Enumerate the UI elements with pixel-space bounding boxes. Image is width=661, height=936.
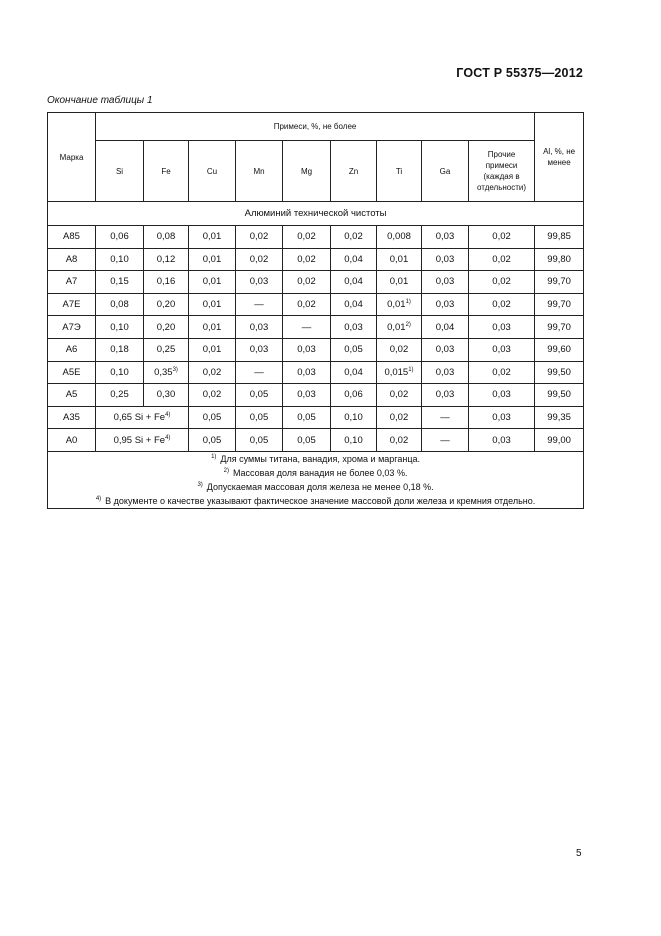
table-row [48,316,584,339]
cell-cu: 0,05 [189,406,236,429]
cell-ga: 0,03 [422,248,469,271]
value: 0,015 [384,366,409,378]
cell-ti: 0,01 [377,271,422,294]
cell-grade: А5 [48,384,96,407]
cell-other: 0,02 [469,248,535,271]
header-ga: Ga [422,141,469,202]
footnote-1 [48,452,583,466]
standard-designation: ГОСТ Р 55375—2012 [456,66,583,80]
cell-si: 0,25 [96,384,144,407]
cell-zn: 0,02 [331,226,377,249]
cell-fe: 0,20 [144,316,189,339]
cell-al: 99,60 [535,338,584,361]
header-si: Si [96,141,144,202]
cell-mn: 0,05 [236,429,283,452]
cell-ti: 0,02 [377,384,422,407]
footnote-ref: 1) [405,298,411,305]
value: 0,35 [154,366,173,378]
cell-other: 0,03 [469,406,535,429]
cell-grade: А7Э [48,316,96,339]
cell-al: 99,00 [535,429,584,452]
footnote-ref: 4) [165,411,171,418]
cell-cu: 0,01 [189,248,236,271]
impurities-table [47,112,584,509]
table-row [48,429,584,452]
footnote-mark: 3) [197,481,203,488]
header-grade: Марка [48,113,96,202]
table-row [48,271,584,294]
footnote-ref: 4) [165,434,171,441]
cell-ga: 0,04 [422,316,469,339]
cell-grade: А5Е [48,361,96,384]
cell-other: 0,03 [469,384,535,407]
cell-ga: — [422,406,469,429]
cell-si: 0,15 [96,271,144,294]
cell-mg: 0,02 [283,271,331,294]
cell-mn: 0,02 [236,226,283,249]
header-mg: Mg [283,141,331,202]
cell-si: 0,10 [96,361,144,384]
cell-al: 99,50 [535,361,584,384]
footnote-text: Для суммы титана, ванадия, хрома и марганца. [220,453,420,464]
footnote-text: Массовая доля ванадия не более 0,03 %. [232,467,408,478]
cell-mn: 0,03 [236,338,283,361]
cell-zn: 0,04 [331,293,377,316]
cell-other: 0,03 [469,316,535,339]
footnotes [48,451,584,508]
cell-mg: — [283,316,331,339]
cell-al: 99,70 [535,271,584,294]
cell-grade: А7 [48,271,96,294]
value: 0,95 Si + Fe [113,434,166,446]
cell-zn: 0,10 [331,406,377,429]
cell-mn: 0,05 [236,384,283,407]
header-other: Прочие примеси (каждая в отдельности) [469,141,535,202]
cell-ti [377,361,422,384]
cell-ga: 0,03 [422,226,469,249]
cell-fe: 0,25 [144,338,189,361]
value: 0,65 Si + Fe [113,412,166,424]
cell-zn: 0,03 [331,316,377,339]
cell-al: 99,70 [535,293,584,316]
cell-ti: 0,02 [377,406,422,429]
cell-si: 0,10 [96,248,144,271]
cell-grade: А7Е [48,293,96,316]
cell-other: 0,03 [469,429,535,452]
cell-fe: 0,20 [144,293,189,316]
cell-mg: 0,03 [283,338,331,361]
cell-grade: А85 [48,226,96,249]
cell-zn: 0,04 [331,271,377,294]
cell-mn: 0,05 [236,406,283,429]
cell-other: 0,02 [469,226,535,249]
cell-zn: 0,04 [331,248,377,271]
table-row [48,248,584,271]
table-row [48,361,584,384]
cell-si: 0,08 [96,293,144,316]
cell-ti [377,316,422,339]
cell-fe: 0,12 [144,248,189,271]
table-row [48,226,584,249]
cell-zn: 0,10 [331,429,377,452]
cell-cu: 0,01 [189,226,236,249]
page-number: 5 [576,848,582,859]
cell-cu: 0,01 [189,271,236,294]
table-caption: Окончание таблицы 1 [47,95,153,106]
header-al: Al, %, не менее [535,113,584,202]
cell-si: 0,10 [96,316,144,339]
cell-grade: А8 [48,248,96,271]
cell-fe: 0,16 [144,271,189,294]
footnote-ref: 1) [408,366,414,373]
header-zn: Zn [331,141,377,202]
cell-fe: 0,30 [144,384,189,407]
cell-cu: 0,02 [189,384,236,407]
footnote-text: В документе о качестве указывают фактическое значение массовой доли железа и кремния отдельно. [105,495,536,506]
cell-ti: 0,02 [377,429,422,452]
cell-ti: 0,008 [377,226,422,249]
table-row [48,406,584,429]
cell-ga: 0,03 [422,384,469,407]
cell-zn: 0,06 [331,384,377,407]
header-mn: Mn [236,141,283,202]
cell-mn: 0,02 [236,248,283,271]
cell-al: 99,35 [535,406,584,429]
cell-mg: 0,03 [283,384,331,407]
cell-mg: 0,05 [283,429,331,452]
cell-mg: 0,03 [283,361,331,384]
footnote-2 [48,466,583,480]
footnote-3 [48,480,583,494]
header-ti: Ti [377,141,422,202]
footnote-mark: 4) [95,495,102,502]
cell-si-fe-sum [96,429,189,452]
cell-cu: 0,05 [189,429,236,452]
header-cu: Cu [189,141,236,202]
table-row [48,293,584,316]
cell-cu: 0,02 [189,361,236,384]
table-row [48,338,584,361]
cell-cu: 0,01 [189,316,236,339]
cell-other: 0,02 [469,271,535,294]
cell-mg: 0,02 [283,293,331,316]
header-fe: Fe [144,141,189,202]
cell-mn: — [236,361,283,384]
cell-mn: 0,03 [236,316,283,339]
cell-al: 99,50 [535,384,584,407]
cell-al: 99,70 [535,316,584,339]
cell-ti: 0,01 [377,248,422,271]
cell-si: 0,18 [96,338,144,361]
cell-ga: 0,03 [422,338,469,361]
cell-ga: 0,03 [422,271,469,294]
cell-zn: 0,05 [331,338,377,361]
cell-si-fe-sum [96,406,189,429]
footnote-4 [48,494,583,508]
cell-ti [377,293,422,316]
table-row [48,384,584,407]
cell-mg: 0,02 [283,248,331,271]
cell-other: 0,03 [469,338,535,361]
footnote-ref: 3) [172,366,178,373]
footnote-mark: 2) [223,467,229,474]
section-title: Алюминий технической чистоты [48,202,584,226]
cell-ti: 0,02 [377,338,422,361]
value: 0,01 [387,321,406,333]
cell-mn: — [236,293,283,316]
cell-grade: А6 [48,338,96,361]
cell-mn: 0,03 [236,271,283,294]
cell-ga: — [422,429,469,452]
footnote-mark: 1) [211,453,217,460]
cell-other: 0,02 [469,361,535,384]
value: 0,01 [387,299,406,311]
cell-mg: 0,05 [283,406,331,429]
cell-fe: 0,08 [144,226,189,249]
cell-ga: 0,03 [422,293,469,316]
cell-al: 99,80 [535,248,584,271]
cell-al: 99,85 [535,226,584,249]
cell-zn: 0,04 [331,361,377,384]
cell-other: 0,02 [469,293,535,316]
cell-grade: А35 [48,406,96,429]
cell-cu: 0,01 [189,293,236,316]
cell-ga: 0,03 [422,361,469,384]
cell-grade: А0 [48,429,96,452]
cell-mg: 0,02 [283,226,331,249]
footnote-text: Допускаемая массовая доля железа не менее 0,18 %. [206,481,434,492]
cell-si: 0,06 [96,226,144,249]
cell-cu: 0,01 [189,338,236,361]
footnote-ref: 2) [405,321,411,328]
header-impurities-group: Примеси, %, не более [96,113,535,141]
cell-fe [144,361,189,384]
